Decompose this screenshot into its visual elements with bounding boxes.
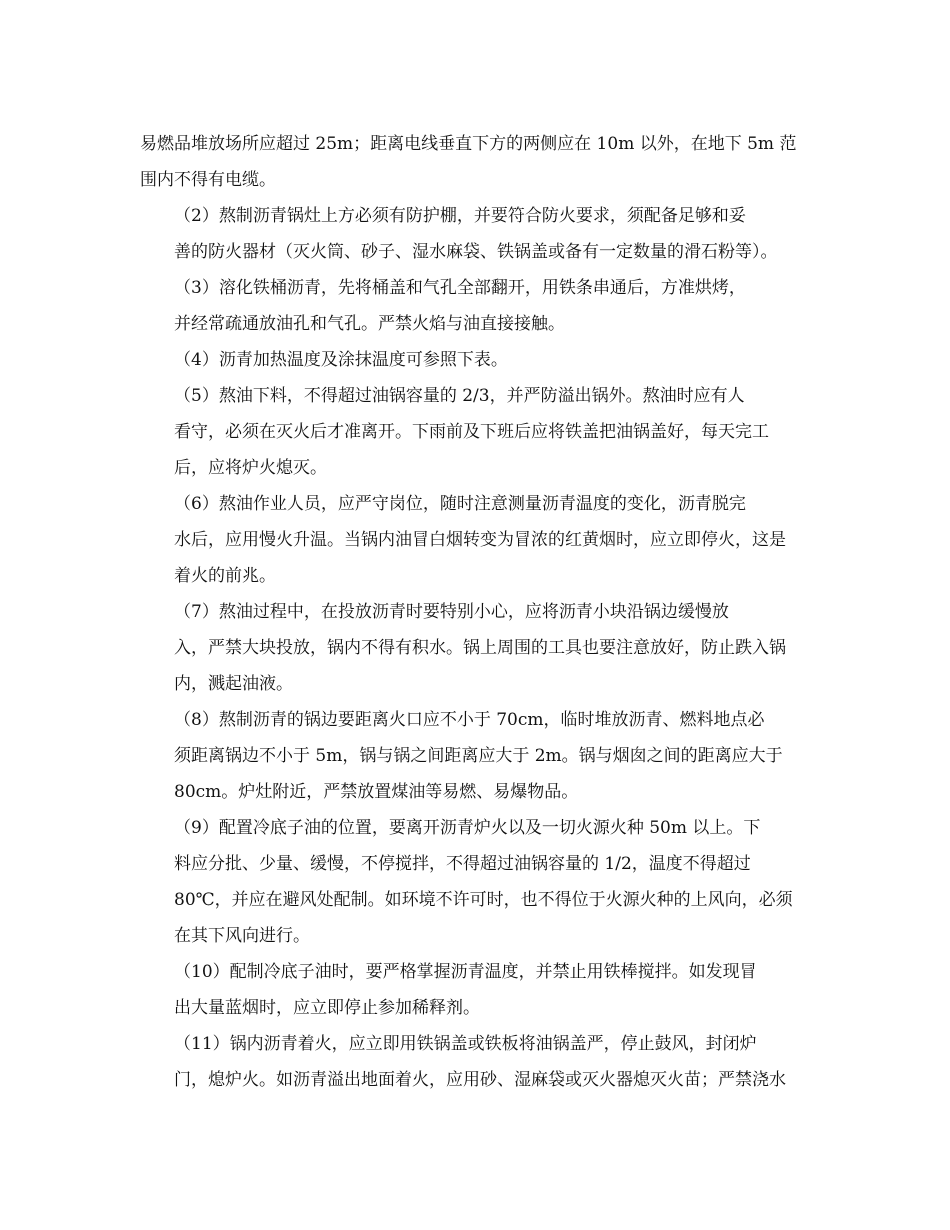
text-line: 内，溅起油液。: [174, 674, 293, 694]
text-line: 后，应将炉火熄灭。: [174, 458, 327, 478]
paragraph-item-9: [140, 810, 815, 954]
text-line: （8）熬制沥青的锅边要距离火口应不小于 70cm，临时堆放沥青、燃料地点必: [174, 710, 765, 730]
paragraph-item-10: [140, 954, 815, 1026]
paragraph-item-3: [140, 270, 815, 342]
text-line: 看守，必须在灭火后才准离开。下雨前及下班后应将铁盖把油锅盖好，每天完工: [174, 422, 769, 442]
text-line: 入，严禁大块投放，锅内不得有积水。锅上周围的工具也要注意放好，防止跌入锅: [174, 638, 786, 658]
text-line: 并经常疏通放油孔和气孔。严禁火焰与油直接接触。: [174, 314, 565, 334]
text-line: （2）熬制沥青锅灶上方必须有防护棚，并要符合防火要求，须配备足够和妥: [174, 206, 746, 226]
text-line: 门，熄炉火。如沥青溢出地面着火，应用砂、湿麻袋或灭火器熄灭火苗；严禁浇水: [174, 1070, 786, 1090]
paragraph-continuation: [140, 126, 815, 198]
paragraph-item-7: [140, 594, 815, 702]
text-line: （9）配置冷底子油的位置，要离开沥青炉火以及一切火源火种 50m 以上。下: [174, 818, 761, 838]
paragraph-item-6: [140, 486, 815, 594]
text-line: （5）熬油下料，不得超过油锅容量的 2/3，并严防溢出锅外。熬油时应有人: [174, 386, 745, 406]
text-line: （11）锅内沥青着火，应立即用铁锅盖或铁板将油锅盖严，停止鼓风，封闭炉: [174, 1034, 757, 1054]
text-line: 水后，应用慢火升温。当锅内油冒白烟转变为冒浓的红黄烟时，应立即停火，这是: [174, 530, 786, 550]
text-line: 善的防火器材（灭火筒、砂子、湿水麻袋、铁锅盖或备有一定数量的滑石粉等）。: [174, 242, 778, 262]
text-line: 80cm。炉灶附近，严禁放置煤油等易燃、易爆物品。: [174, 782, 579, 802]
text-line: （6）熬油作业人员，应严守岗位，随时注意测量沥青温度的变化，沥青脱完: [174, 494, 746, 514]
text-line: 料应分批、少量、缓慢，不停搅拌，不得超过油锅容量的 1/2，温度不得超过: [174, 854, 751, 874]
text-line: （7）熬油过程中，在投放沥青时要特别小心，应将沥青小块沿锅边缓慢放: [174, 602, 729, 622]
paragraph-item-8: [140, 702, 815, 810]
text-line: （4）沥青加热温度及涂抹温度可参照下表。: [174, 350, 508, 370]
text-line: 围内不得有电缆。: [140, 170, 276, 190]
text-line: 在其下风向进行。: [174, 926, 310, 946]
text-line: （10）配制冷底子油时，要严格掌握沥青温度，并禁止用铁棒搅拌。如发现冒: [174, 962, 757, 982]
document-body: [140, 126, 815, 1098]
paragraph-item-4: [140, 342, 815, 378]
text-line: 出大量蓝烟时，应立即停止参加稀释剂。: [174, 998, 480, 1018]
paragraph-item-5: [140, 378, 815, 486]
paragraph-item-11: [140, 1026, 815, 1098]
text-line: 着火的前兆。: [174, 566, 276, 586]
text-line: 易燃品堆放场所应超过 25m；距离电线垂直下方的两侧应在 10m 以外，在地下 5m 范: [140, 134, 797, 154]
text-line: 80℃，并应在避风处配制。如环境不许可时，也不得位于火源火种的上风向，必须: [174, 890, 793, 910]
text-line: （3）溶化铁桶沥青，先将桶盖和气孔全部翻开，用铁条串通后，方准烘烤，: [174, 278, 746, 298]
paragraph-item-2: [140, 198, 815, 270]
text-line: 须距离锅边不小于 5m，锅与锅之间距离应大于 2m。锅与烟囱之间的距离应大于: [174, 746, 783, 766]
